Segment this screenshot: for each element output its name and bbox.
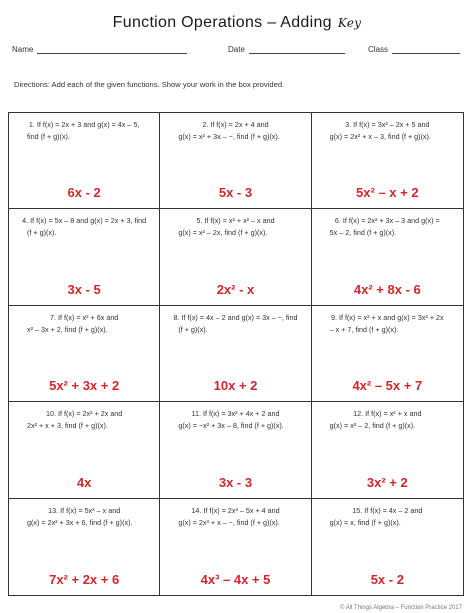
answer-text: 2x² - x [216, 281, 255, 297]
problem-line-1: 4. If f(x) = 5x – 8 and g(x) = 2x + 3, find [22, 216, 147, 226]
problem-text [166, 119, 304, 143]
problem-cell [160, 209, 311, 305]
problem-text [15, 408, 153, 432]
problem-cell [312, 402, 463, 498]
problem-cell [160, 499, 311, 595]
answer-text: 3x - 3 [218, 474, 253, 490]
name-label: Name [12, 45, 34, 54]
answer-text: 4x² + 8x - 6 [353, 281, 421, 297]
problem-text [318, 119, 457, 143]
problem-cell [9, 402, 160, 498]
problem-line-1: 13. If f(x) = 5x² – x and [48, 505, 121, 515]
problem-text [15, 215, 153, 239]
problem-cell [9, 209, 160, 305]
problem-line-1: 7. If f(x) = x² + 6x and [50, 312, 119, 322]
answer-text: 5x² + 3x + 2 [49, 378, 120, 394]
problem-line-1: 10. If f(x) = 2x² + 2x and [46, 409, 123, 419]
problem-line-2: (f + g)(x). [178, 324, 208, 334]
problem-line-1: 8. If f(x) = 4x – 2 and g(x) = 3x – −, find [173, 312, 298, 322]
problem-line-2: – x + 7, find (f + g)(x). [329, 324, 399, 334]
problem-line-1: 5. If f(x) = x² + x² – x and [196, 216, 275, 226]
worksheet-title [0, 14, 474, 32]
title-key-note: Key [337, 16, 362, 30]
problem-line-2: g(x) = 2x² + 3x + 6, find (f + g)(x). [27, 517, 133, 527]
problem-cell [160, 113, 311, 209]
problem-text [318, 408, 457, 432]
problem-text [166, 215, 304, 239]
problem-line-2: g(x) = −x² + 3x – 8, find (f + g)(x). [178, 421, 284, 431]
problem-line-1: 6. If f(x) = 2x² + 3x – 3 and g(x) = [334, 216, 440, 226]
date-label: Date [228, 45, 245, 54]
problem-cell [312, 499, 463, 595]
problem-line-2: g(x) = x² + 3x – −, find (f + g)(x). [178, 132, 280, 141]
problem-text [318, 312, 457, 336]
problem-text [318, 215, 457, 239]
problem-text [15, 505, 153, 529]
problem-line-1: 11. If f(x) = 3x² + 4x + 2 and [191, 409, 280, 419]
answer-text: 5x² – x + 2 [356, 185, 419, 201]
problem-text [166, 312, 304, 336]
problem-cell [160, 306, 311, 402]
problem-line-1: 9. If f(x) = x² + x and g(x) = 3x² + 2x [330, 312, 444, 322]
answer-text: 3x - 5 [67, 281, 101, 297]
answer-text: 5x - 3 [218, 185, 253, 201]
name-line[interactable] [37, 44, 187, 54]
problem-line-1: 12. If f(x) = x² + x and [353, 409, 422, 419]
problem-cell [312, 209, 463, 305]
problem-line-2: g(x) = 2x² + x – 3, find (f + g)(x). [329, 132, 431, 141]
answer-text: 10x + 2 [213, 378, 258, 394]
problem-line-1: 2. If f(x) = 2x + 4 and [202, 120, 269, 129]
problem-line-2: 2x² + x + 3, find (f + g)(x). [27, 421, 108, 431]
problem-line-2: (f + g)(x). [27, 228, 57, 238]
answer-text: 4x² – 5x + 7 [352, 378, 423, 394]
problem-line-1: 15. If f(x) = 4x – 2 and [352, 505, 423, 515]
problem-cell [9, 113, 160, 209]
problem-cell [312, 306, 463, 402]
answer-text: 5x - 2 [370, 572, 404, 587]
answer-text: 4x³ – 4x + 5 [200, 572, 271, 587]
answer-text: 4x [76, 474, 92, 490]
problem-text [166, 505, 304, 529]
footer-credit: © All Things Algebra – Function Practice 2017 [339, 605, 462, 611]
directions-text: Directions: Add each of the given functions. Show your work in the box provided. [14, 80, 285, 89]
answer-text: 6x - 2 [67, 185, 101, 201]
problem-line-1: 1. If f(x) = 2x + 3 and g(x) = 4x – 5, [28, 120, 140, 129]
problem-line-2: x² – 3x + 2, find (f + g)(x). [27, 324, 108, 334]
problem-line-2: g(x) = x² – 2, find (f + g)(x). [329, 421, 416, 431]
class-field[interactable] [368, 44, 460, 54]
problem-cell [9, 306, 160, 402]
problem-line-1: 14. If f(x) = 2x³ – 5x + 4 and [191, 505, 280, 515]
problem-text [318, 505, 457, 529]
name-field[interactable] [12, 44, 187, 54]
title-text: Function Operations – Adding [112, 14, 332, 31]
date-field[interactable] [228, 44, 345, 54]
date-line[interactable] [249, 44, 345, 54]
problem-cell [9, 499, 160, 595]
class-label: Class [368, 45, 389, 54]
class-line[interactable] [392, 44, 460, 54]
problem-cell [160, 402, 311, 498]
problem-grid [8, 112, 464, 596]
problem-line-2: g(x) = x² – 2x, find (f + g)(x). [178, 228, 268, 238]
answer-text: 7x² + 2x + 6 [49, 572, 120, 587]
problem-line-1: 3. If f(x) = 3x² – 2x + 5 and [345, 120, 430, 129]
problem-line-2: g(x) = x, find (f + g)(x). [329, 517, 401, 527]
problem-line-2: find (f + g)(x). [27, 132, 70, 141]
problem-text [166, 408, 304, 432]
problem-line-2: 5x – 2, find (f + g)(x). [329, 228, 397, 238]
answer-text: 3x² + 2 [366, 474, 408, 490]
problem-text [15, 119, 153, 143]
problem-line-2: g(x) = 2x³ + x – −, find (f + g)(x). [178, 517, 280, 527]
problem-text [15, 312, 153, 336]
header-fields [12, 44, 462, 58]
problem-cell [312, 113, 463, 209]
